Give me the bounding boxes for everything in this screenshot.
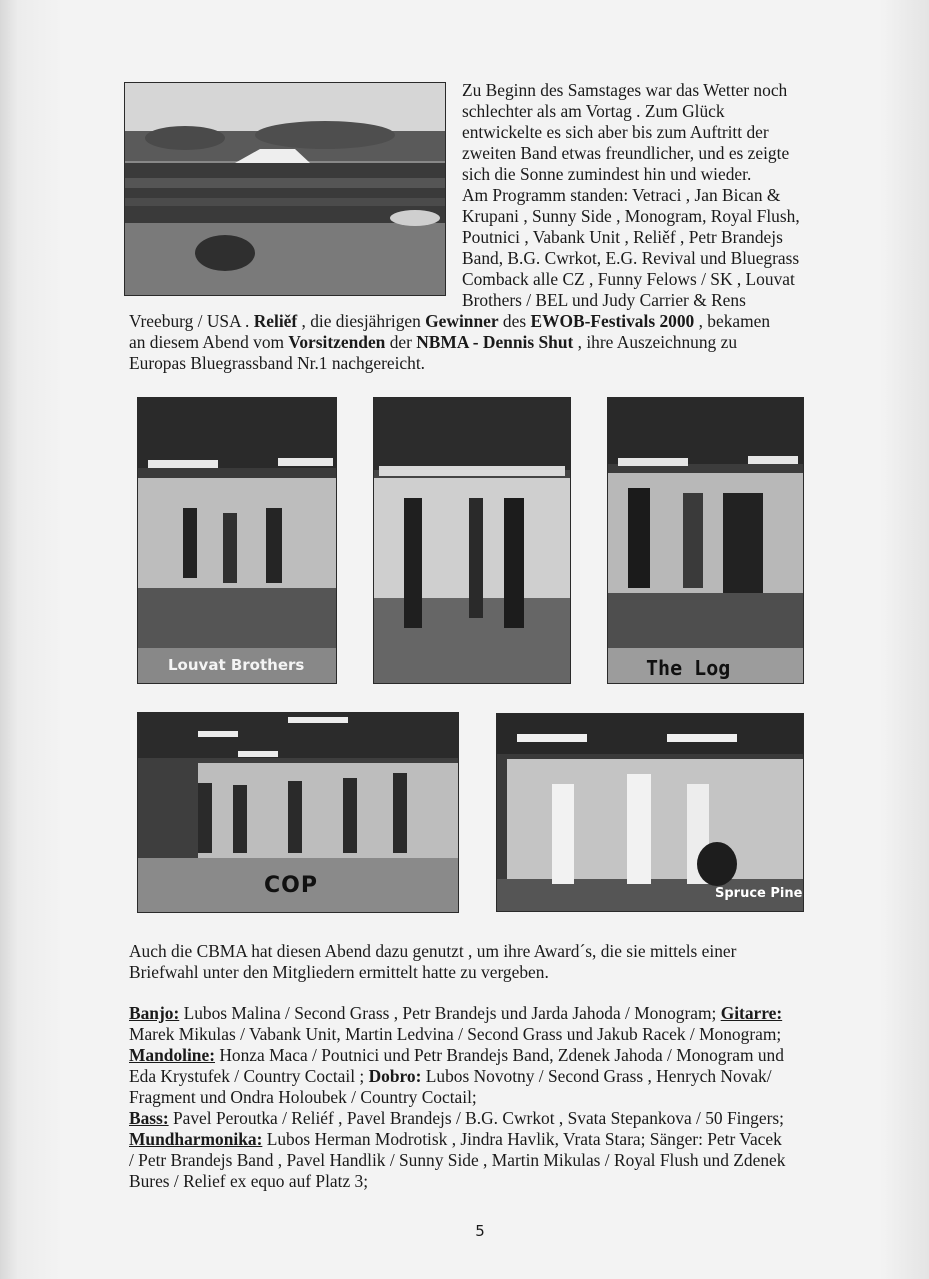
cop-caption: COP [264,873,318,898]
intro-line: Brothers / BEL und Judy Carrier & Rens [462,290,746,310]
intro-line: Krupani , Sunny Side , Monogram, Royal Flush, [462,206,800,226]
awards-line: Bures / Relief ex equo auf Platz 3; [129,1171,369,1191]
cbma-line: Briefwahl unter den Mitgliedern ermittelt hatte zu vergeben. [129,962,549,982]
page-number: 5 [475,1222,485,1240]
guitar-label: Gitarre: [720,1003,783,1023]
the-log-photo [607,397,804,684]
spruce-pine-caption: Spruce Pine [715,886,803,901]
intro-line: Europas Bluegrassband Nr.1 nachgereicht. [129,353,426,373]
the-log-caption: The Log [646,656,731,680]
intro-line: Am Programm standen: Vetraci , Jan Bican & [462,185,781,205]
intro-line: zweiten Band etwas freundlicher, und es zeigte [462,143,790,163]
dobro-label: Dobro: [368,1066,422,1086]
intro-line: Comback alle CZ , Funny Felows / SK , Louvat [462,269,795,289]
awards-line: / Petr Brandejs Band , Pavel Handlik / Sunny Side , Martin Mikulas / Royal Flush und Zdenek [129,1150,786,1170]
intro-paragraph [462,80,819,311]
crowd-photo [124,82,446,296]
intro-line: sich die Sonne zumindest hin und wieder. [462,164,752,184]
intro-paragraph-full [129,311,819,374]
intro-line: Poutnici , Vabank Unit , Reliěf , Petr Brandejs [462,227,783,247]
spruce-pine-photo [496,713,804,912]
cbma-line: Auch die CBMA hat diesen Abend dazu genutzt , um ihre Award´s, die sie mittels einer [129,941,737,961]
awards-line: Fragment und Ondra Holoubek / Country Coctail; [129,1087,477,1107]
awards-line: Mundharmonika: Lubos Herman Modrotisk , Jindra Havlik, Vrata Stara; Sänger: Petr Vacek [129,1129,782,1149]
awards-paragraph [129,1003,821,1192]
intro-line: Zu Beginn des Samstages war das Wetter noch [462,80,788,100]
intro-line: Band, B.G. Cwrkot, E.G. Revival und Bluegrass [462,248,800,268]
louvat-brothers-photo [137,397,337,684]
show-through-text [120,38,820,64]
mandoline-label: Mandoline: [129,1045,215,1065]
intro-line: entwickelte es sich aber bis zum Auftritt der [462,122,769,142]
louvat-brothers-caption: Louvat Brothers [168,656,305,674]
intro-line: an diesem Abend vom Vorsitzenden der NBMA - Dennis Shut , ihre Auszeichnung zu [129,332,738,352]
awards-line: Marek Mikulas / Vabank Unit, Martin Ledvina / Second Grass und Jakub Racek / Monogram; [129,1024,782,1044]
band-photo-middle [373,397,571,684]
banjo-label: Banjo: [129,1003,180,1023]
intro-line: Vreeburg / USA . Reliěf , die diesjährigen Gewinner des EWOB-Festivals 2000 , bekamen [129,311,771,331]
bass-label: Bass: [129,1108,169,1128]
awards-line: Eda Krystufek / Country Coctail ; Dobro: Lubos Novotny / Second Grass , Henrych Novak/ [129,1066,772,1086]
awards-line: Banjo: Lubos Malina / Second Grass , Petr Brandejs und Jarda Jahoda / Monogram; Gitarre: [129,1003,783,1023]
awards-line: Mandoline: Honza Maca / Poutnici und Petr Brandejs Band, Zdenek Jahoda / Monogram und [129,1045,784,1065]
awards-line: Bass: Pavel Peroutka / Reliéf , Pavel Brandejs / B.G. Cwrkot , Svata Stepankova / 50 Fingers; [129,1108,784,1128]
cbma-paragraph [129,941,821,983]
cop-photo [137,712,459,913]
mundharmonika-label: Mundharmonika: [129,1129,263,1149]
intro-line: schlechter als am Vortag . Zum Glück [462,101,725,121]
